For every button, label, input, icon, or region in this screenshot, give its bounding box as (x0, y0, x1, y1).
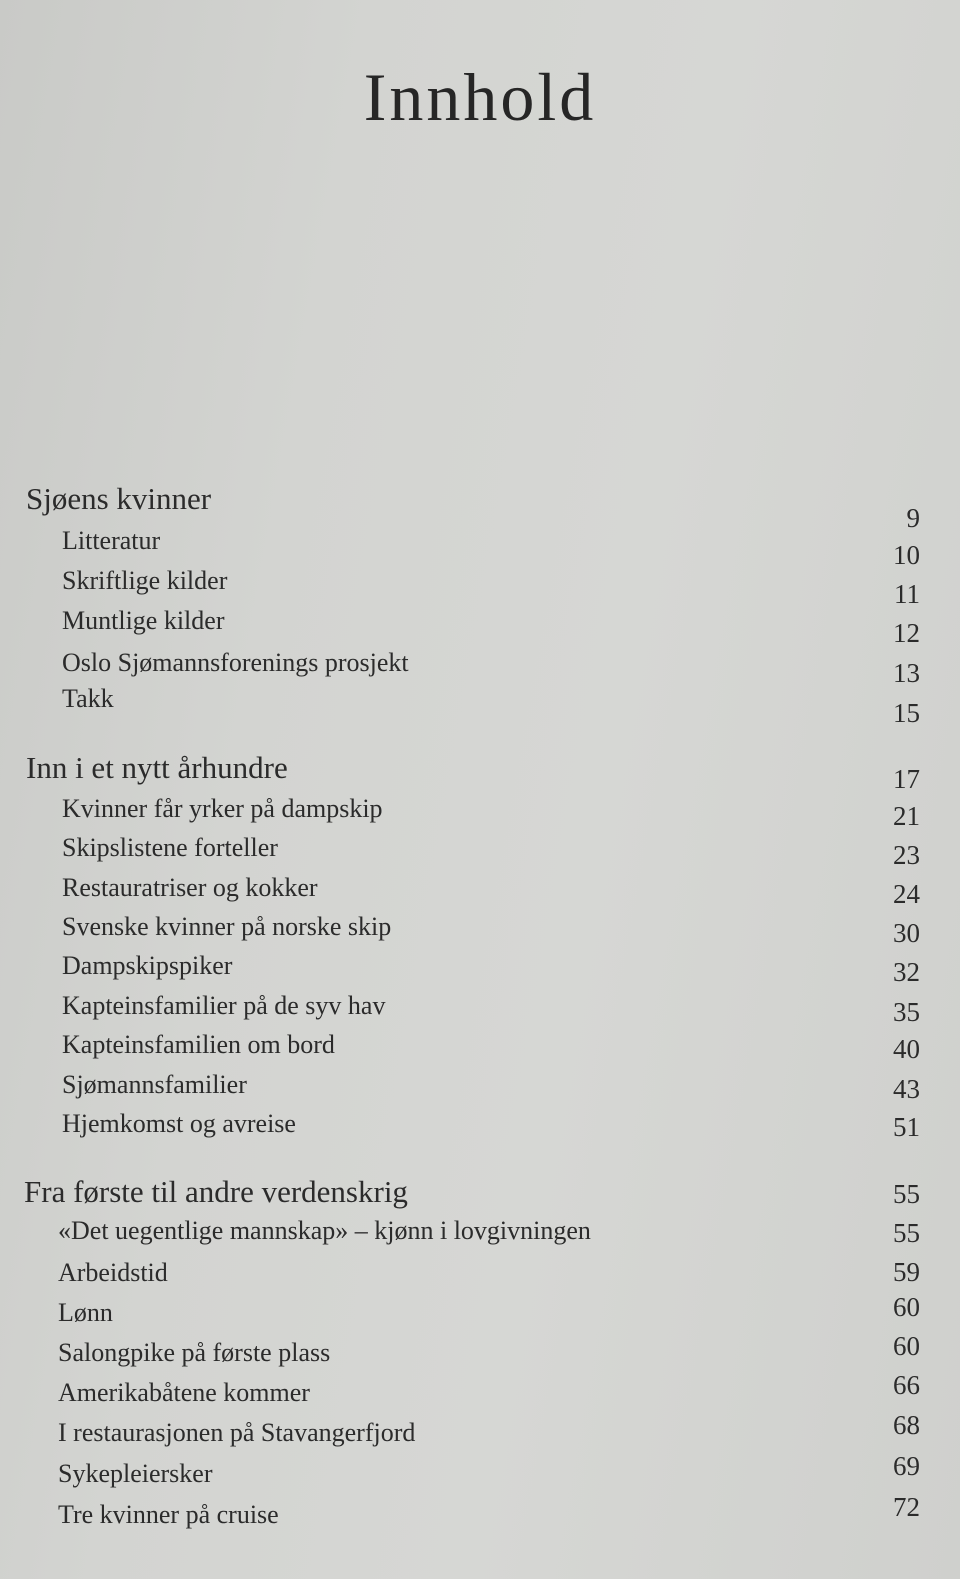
toc-entry-title: Oslo Sjømannsforenings prosjekt (62, 648, 409, 677)
toc-entry-title: Salongpike på første plass (58, 1338, 331, 1367)
toc-section-title: Fra første til andre verdenskrig (24, 1174, 408, 1209)
toc-entry-title: Skipslistene forteller (62, 833, 278, 862)
toc-page-number: 66 (893, 1370, 920, 1400)
toc-page-number: 9 (906, 503, 920, 533)
toc-entry-title: Tre kvinner på cruise (58, 1500, 279, 1529)
toc-page-number: 43 (893, 1074, 920, 1104)
toc-page-number: 13 (893, 658, 920, 688)
toc-page-number: 21 (893, 801, 920, 831)
toc-entry-title: Kapteinsfamilien om bord (62, 1030, 335, 1059)
toc-entry-title: Kapteinsfamilier på de syv hav (62, 991, 386, 1020)
toc-section-title: Inn i et nytt århundre (26, 750, 288, 785)
toc-page-number: 35 (893, 997, 920, 1027)
toc-entry-title: Svenske kvinner på norske skip (62, 912, 392, 941)
toc-page-number: 32 (893, 957, 920, 987)
page-title: Innhold (363, 59, 597, 135)
toc-page-number: 59 (893, 1257, 920, 1287)
toc-entry-title: Amerikabåtene kommer (58, 1378, 310, 1407)
toc-page-number: 24 (893, 879, 920, 909)
toc-entry-title: Lønn (58, 1298, 113, 1327)
toc-page-number: 60 (893, 1331, 920, 1361)
toc-page-number: 30 (893, 918, 920, 948)
toc-entry-title: Sjømannsfamilier (62, 1070, 247, 1099)
toc-page-number: 51 (893, 1112, 920, 1142)
toc-page-number: 40 (893, 1034, 920, 1064)
toc-entry-title: Kvinner får yrker på dampskip (62, 794, 383, 823)
toc-page-number: 72 (893, 1492, 920, 1522)
toc-page-number: 15 (893, 698, 920, 728)
toc-entry-title: Skriftlige kilder (62, 566, 228, 595)
toc-page-number: 11 (894, 579, 920, 609)
toc-page-number: 17 (893, 764, 920, 794)
toc-page-number: 55 (893, 1218, 920, 1248)
toc-section-title: Sjøens kvinner (26, 481, 212, 516)
toc-entry-title: I restaurasjonen på Stavangerfjord (58, 1418, 416, 1447)
toc-entry-title: «Det uegentlige mannskap» – kjønn i lovgivningen (58, 1216, 591, 1245)
toc-entry-title: Restauratriser og kokker (62, 873, 318, 902)
toc-entry-title: Hjemkomst og avreise (62, 1109, 296, 1138)
toc-entry-title: Takk (62, 684, 114, 713)
toc-page-number: 23 (893, 840, 920, 870)
toc-page-number: 69 (893, 1451, 920, 1481)
toc-entry-title: Sykepleiersker (58, 1459, 213, 1488)
toc-entry-title: Dampskipspiker (62, 951, 233, 980)
toc-page-number: 10 (893, 540, 920, 570)
toc-page-number: 68 (893, 1410, 920, 1440)
toc-entry-title: Arbeidstid (58, 1258, 168, 1287)
toc-entry-title: Litteratur (62, 526, 161, 555)
toc-entry-title: Muntlige kilder (62, 606, 225, 635)
toc-page-number: 12 (893, 618, 920, 648)
toc-page-number: 60 (893, 1292, 920, 1322)
toc-page-number: 55 (893, 1179, 920, 1209)
